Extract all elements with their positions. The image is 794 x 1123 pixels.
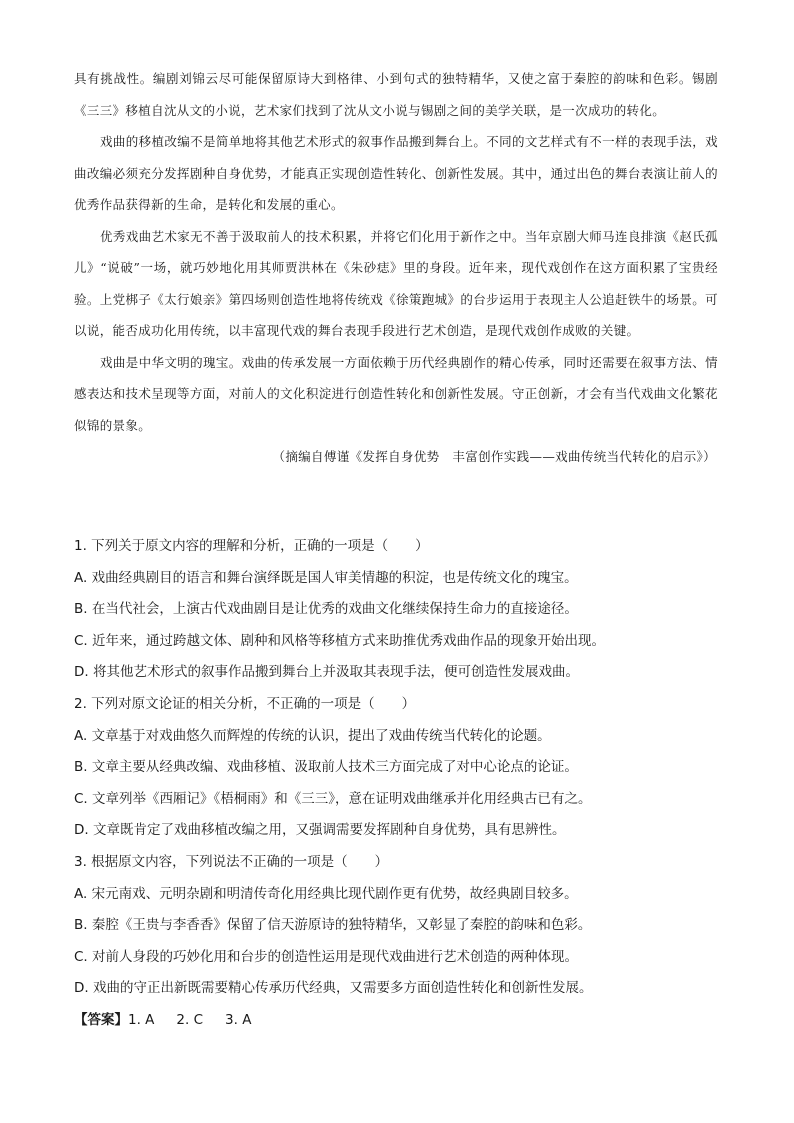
answer-line (74, 1005, 734, 1037)
answer-item-1: 1. A (128, 1011, 155, 1028)
question-2-option-a: A. 文章基于对戏曲悠久而辉煌的传统的认识，提出了戏曲传统当代转化的论题。 (74, 727, 551, 744)
question-3-stem: 3. 根据原文内容，下列说法不正确的一项是（ ） (74, 853, 389, 870)
reading-passage (74, 63, 718, 473)
answer-item-3: 3. A (225, 1011, 252, 1028)
question-2-option-b: B. 文章主要从经典改编、戏曲移植、汲取前人技术三方面完成了对中心论点的论证。 (74, 759, 578, 776)
passage-paragraph-4: 戏曲是中华文明的瑰宝。戏曲的传承发展一方面依赖于历代经典剧作的精心传承，同时还需要在叙事方法、情感表达和技术呈现等方面，对前人的文化积淀进行创造性转化和创新性发展。守正创新，才会有当代戏曲文化繁花似锦的景象。 (74, 354, 718, 433)
question-1-option-d: D. 将其他艺术形式的叙事作品搬到舞台上并汲取其表现手法，便可创造性发展戏曲。 (74, 664, 579, 681)
answer-item-2: 2. C (176, 1011, 204, 1028)
question-2-option-c: C. 文章列举《西厢记》《梧桐雨》和《三三》，意在证明戏曲继承并化用经典古已有之。 (74, 790, 592, 807)
question-1-option-c: C. 近年来，通过跨越文体、剧种和风格等移植方式来助推优秀戏曲作品的现象开始出现。 (74, 632, 606, 649)
passage-paragraph-1: 具有挑战性。编剧刘锦云尽可能保留原诗大到格律、小到句式的独特精华，又使之富于秦腔的韵味和色彩。锡剧《三三》移植自沈从文的小说，艺术家们找到了沈从文小说与锡剧之间的美学关联，是一次成功的转化。 (74, 71, 718, 118)
question-1-option-b: B. 在当代社会，上演古代戏曲剧目是让优秀的戏曲文化继续保持生命力的直接途径。 (74, 601, 578, 618)
question-3-option-c: C. 对前人身段的巧妙化用和台步的创造性运用是现代戏曲进行艺术创造的两种体现。 (74, 948, 579, 965)
question-3-option-b: B. 秦腔《王贵与李香香》保留了信天游原诗的独特精华，又彰显了秦腔的韵味和色彩。 (74, 917, 592, 934)
question-1-option-a: A. 戏曲经典剧目的语言和舞台演绎既是国人审美情趣的积淀，也是传统文化的瑰宝。 (74, 569, 578, 586)
question-list (74, 531, 734, 1037)
passage-paragraph-3: 优秀戏曲艺术家无不善于汲取前人的技术积累，并将它们化用于新作之中。当年京剧大师马连良排演《赵氏孤儿》“说破”一场，就巧妙地化用其师贾洪林在《朱砂痣》里的身段。近年来，现代戏创作在这方面积累了宝贵经验。上党梆子《太行娘亲》第四场则创造性地将传统戏《徐策跑城》的台步运用于表现主人公追赶铁牛的场景。可以说，能否成功化用传统，以丰富现代戏的舞台表现手段进行艺术创造，是现代戏创作成败的关键。 (74, 228, 718, 338)
question-1-stem: 1. 下列关于原文内容的理解和分析，正确的一项是（ ） (74, 538, 429, 554)
answer-label: 【答案】 (74, 1011, 128, 1028)
question-3-option-a: A. 宋元南戏、元明杂剧和明清传奇化用经典比现代剧作更有优势，故经典剧目较多。 (74, 885, 578, 902)
question-2-stem: 2. 下列对原文论证的相关分析，不正确的一项是（ ） (74, 695, 416, 712)
question-2-option-d: D. 文章既肯定了戏曲移植改编之用，又强调需要发挥剧种自身优势，具有思辨性。 (74, 822, 566, 839)
passage-source: （摘编自傅谨《发挥自身优势 丰富创作实践——戏曲传统当代转化的启示》） (272, 449, 716, 464)
passage-paragraph-2: 戏曲的移植改编不是简单地将其他艺术形式的叙事作品搬到舞台上。不同的文艺样式有不一样的表现手法，戏曲改编必须充分发挥剧种自身优势，才能真正实现创造性转化、创新性发展。其中，通过出色的舞台表演让前人的优秀作品获得新的生命，是转化和发展的重心。 (74, 134, 718, 212)
question-3-option-d: D. 戏曲的守正出新既需要精心传承历代经典，又需要多方面创造性转化和创新性发展。 (74, 980, 593, 997)
